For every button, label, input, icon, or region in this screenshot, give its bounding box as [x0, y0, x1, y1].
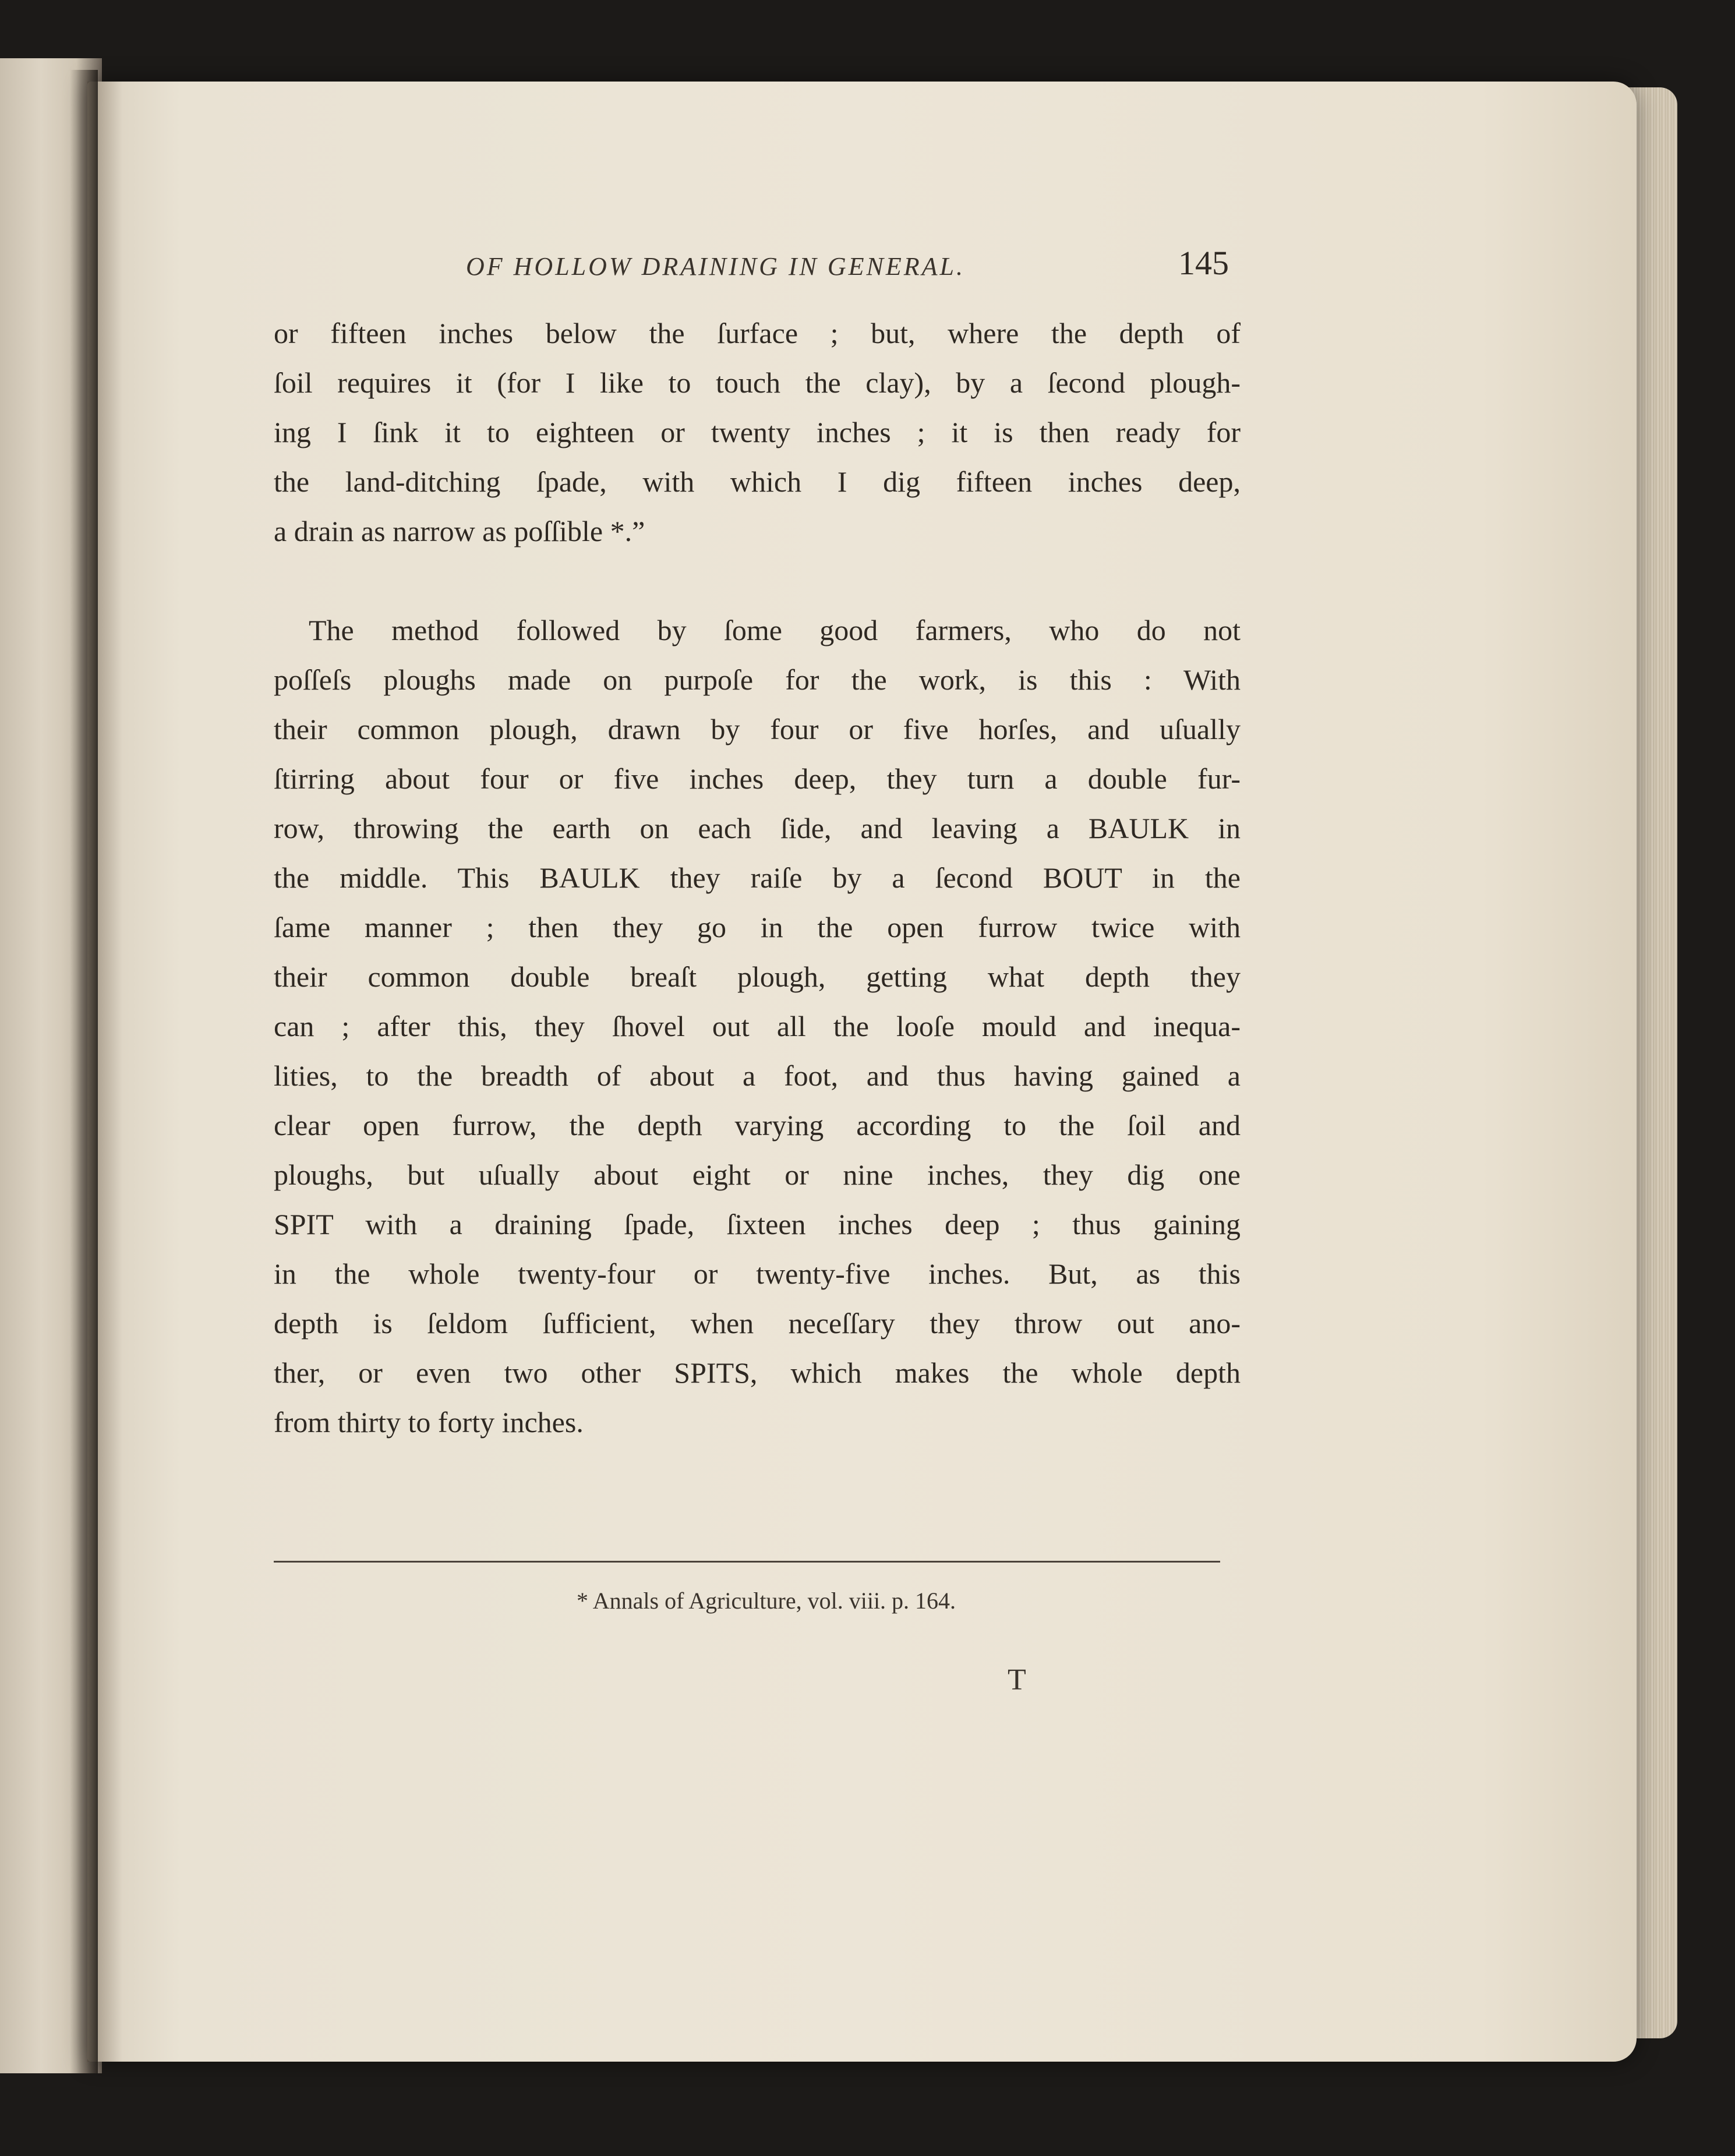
text-line: SPIT with a draining ſpade, ſixteen inches deep ; thus gaining: [274, 1208, 1241, 1240]
text-line: the middle. This BAULK they raiſe by a ſecond BOUT in the: [274, 861, 1241, 894]
text-line: from thirty to forty inches.: [274, 1406, 584, 1438]
body-text: [274, 309, 1241, 1447]
text-line: ther, or even two other SPITS, which makes the whole depth: [274, 1356, 1241, 1389]
text-line: their common double breaſt plough, getting what depth they: [274, 960, 1241, 993]
text-line: their common plough, drawn by four or five horſes, and uſually: [274, 713, 1241, 745]
text-line: row, throwing the earth on each ſide, and leaving a BAULK in: [274, 812, 1241, 844]
text-line: ſtirring about four or five inches deep, they turn a double fur-: [274, 762, 1241, 795]
signature-mark: T: [1008, 1663, 1026, 1696]
text-line: ploughs, but uſually about eight or nine inches, they dig one: [274, 1158, 1241, 1191]
footnote: * Annals of Agriculture, vol. viii. p. 164.: [577, 1588, 956, 1614]
running-title: OF HOLLOW DRAINING IN GENERAL.: [466, 252, 965, 281]
text-line: poſſeſs ploughs made on purpoſe for the work, is this : With: [274, 663, 1241, 696]
text-line: clear open furrow, the depth varying according to the ſoil and: [274, 1109, 1241, 1141]
footnote-rule: [274, 1561, 1220, 1563]
running-head: [466, 243, 1229, 296]
text-line: ing I ſink it to eighteen or twenty inches ; it is then ready for: [274, 416, 1241, 448]
text-line: The method followed by ſome good farmers, who do not: [309, 614, 1241, 646]
paragraph-gap: [274, 556, 1241, 606]
text-line: lities, to the breadth of about a foot, and thus having gained a: [274, 1059, 1241, 1092]
text-line: can ; after this, they ſhovel out all the looſe mould and inequa-: [274, 1010, 1241, 1042]
text-line: in the whole twenty-four or twenty-five inches. But, as this: [274, 1257, 1241, 1290]
spine-shadow: [70, 70, 98, 2073]
page-number: 145: [1178, 244, 1229, 282]
text-line: or fifteen inches below the ſurface ; but, where the depth of: [274, 317, 1241, 349]
text-line: depth is ſeldom ſufficient, when neceſſary they throw out ano-: [274, 1307, 1241, 1339]
text-line: the land-ditching ſpade, with which I dig fifteen inches deep,: [274, 465, 1241, 498]
text-line: a drain as narrow as poſſible *.”: [274, 515, 645, 547]
text-line: ſoil requires it (for I like to touch the clay), by a ſecond plough-: [274, 366, 1241, 399]
text-line: ſame manner ; then they go in the open furrow twice with: [274, 911, 1241, 943]
